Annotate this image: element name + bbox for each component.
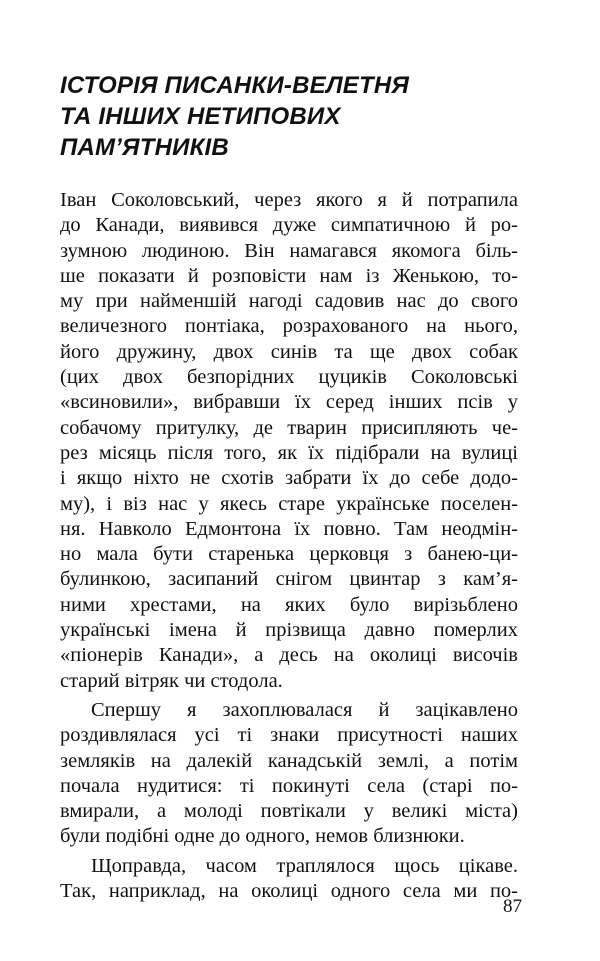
chapter-title-line: ІСТОРІЯ ПИСАНКИ-ВЕЛЕТНЯ [60, 72, 410, 99]
text-line: собачому притулку, де тварин присипляють че- [60, 416, 518, 439]
text-line: ше показати й розповісти нам із Женькою, то- [60, 264, 518, 287]
text-line: Спершу я захоплювалася й зацікавлено [91, 698, 518, 721]
text-line: його дружину, двох синів та ще двох собак [60, 340, 518, 363]
paragraph-2 [60, 698, 518, 850]
text-line: «піонерів Канади», а десь на околиці височів [60, 644, 518, 667]
text-line: «всиновили», вибравши їх серед інших псів у [60, 391, 518, 414]
text-line: до Канади, виявився дуже симпатичною й ро- [60, 214, 518, 237]
paragraph-1 [60, 188, 518, 694]
text-line: ня. Навколо Едмонтона їх повно. Там неодмін- [60, 517, 518, 540]
text-line: почала нудитися: ті покинуті села (старі по- [60, 774, 518, 797]
text-line: но мала бути старенька церковця з банею-ци- [60, 543, 518, 566]
text-line: земляків на далекій канадській землі, а потім [60, 749, 518, 772]
text-line: му), і віз нас у якесь старе українське поселен- [60, 492, 518, 515]
chapter-title-line: ПАМ’ЯТНИКІВ [60, 134, 229, 161]
text-line: зумною людиною. Він намагався якомога біль- [60, 239, 518, 262]
text-line: Так, наприклад, на околиці одного села ми по- [60, 880, 518, 903]
text-line: рез місяць після того, як їх підібрали на вулиці [60, 441, 518, 464]
text-line: ними хрестами, на яких було вирізьблено [60, 593, 518, 616]
paragraph-3 [60, 854, 518, 905]
text-line: старий вітряк чи стодола. [60, 669, 283, 692]
text-line: були подібні одне до одного, немов близнюки. [60, 825, 465, 848]
page-number: 87 [503, 896, 522, 917]
text-line: українські імена й прізвища давно померлих [60, 619, 518, 642]
chapter-title-line: ТА ІНШИХ НЕТИПОВИХ [60, 103, 341, 130]
chapter-title [60, 70, 540, 163]
text-line: Іван Соколовський, через якого я й потрапила [60, 189, 518, 211]
text-line: роздивлялася усі ті знаки присутності наших [60, 724, 518, 747]
text-line: (цих двох безпорідних цуциків Соколовські [60, 366, 518, 389]
text-line: вмирали, а молоді повтікали у великі міста) [60, 800, 518, 823]
text-line: і якщо ніхто не схотів забрати їх до себе додо- [60, 467, 518, 490]
text-line: му при найменшій нагоді садовив нас до свого [60, 290, 518, 313]
text-line: величезного понтіака, розрахованого на нього, [60, 315, 518, 338]
text-line: Щоправда, часом траплялося щось цікаве. [91, 854, 518, 877]
page-body-text [60, 188, 518, 904]
text-line: булинкою, засипаний снігом цвинтар з кам’я- [60, 568, 518, 591]
